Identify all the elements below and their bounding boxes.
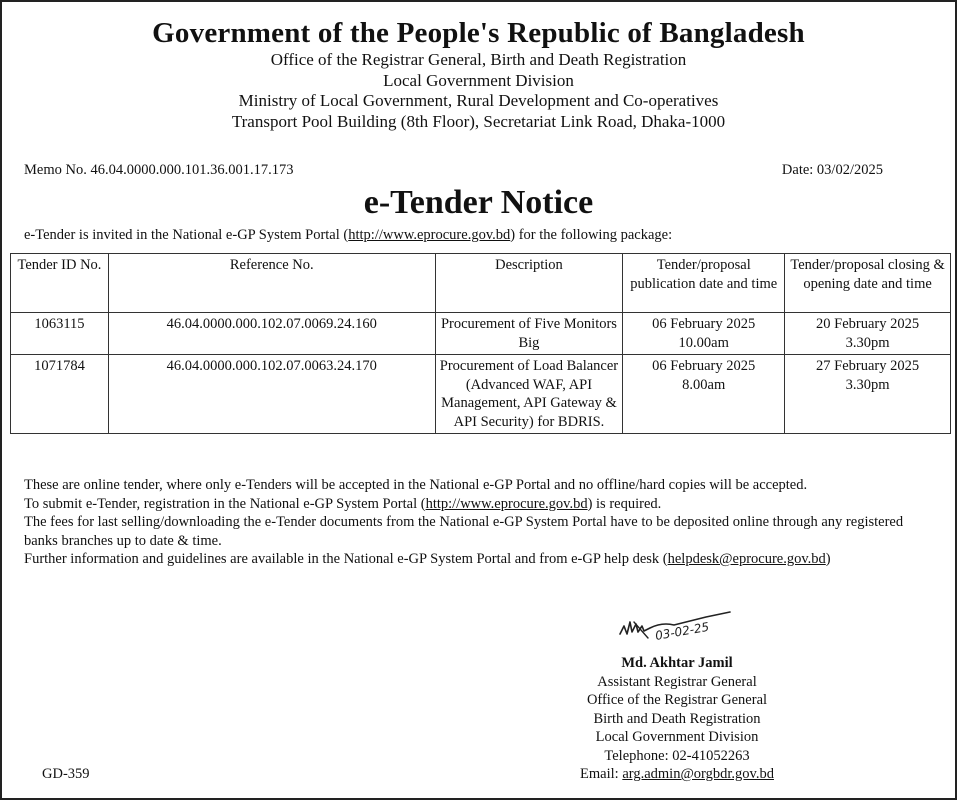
address-line: Transport Pool Building (8th Floor), Secretariat Link Road, Dhaka-1000 xyxy=(231,111,726,131)
header-reference: Reference No. xyxy=(108,254,435,313)
eprocure-link[interactable]: http://www.eprocure.gov.bd xyxy=(348,227,511,243)
closing-time: 3.30pm xyxy=(845,376,890,393)
note-fees: The fees for last selling/downloading the e-Tender documents from the National e-GP System Portal have to be deposited online through any registered banks branches up to date & time. xyxy=(24,514,904,549)
table-header-row xyxy=(11,254,951,313)
tender-table xyxy=(10,253,951,434)
publication-date: 06 February 2025 xyxy=(652,358,756,374)
note-helpdesk xyxy=(24,550,937,569)
description-cell: Procurement of Load Balancer (Advanced WAF, API Management, API Gateway & API Security) for BDRIS. xyxy=(435,355,623,434)
handwritten-signature xyxy=(614,604,744,646)
signer-email-label: Email: xyxy=(580,766,623,782)
header-description: Description xyxy=(435,254,623,313)
memo-row xyxy=(24,162,883,179)
closing-date: 27 February 2025 xyxy=(816,358,920,374)
signer-telephone: Telephone: 02-41052263 xyxy=(604,747,750,764)
closing-time: 3.30pm xyxy=(845,334,890,351)
signer-office: Office of the Registrar General xyxy=(586,692,768,708)
notice-title: e-Tender Notice xyxy=(363,184,594,221)
memo-date: Date: 03/02/2025 xyxy=(781,162,883,178)
publication-time: 10.00am xyxy=(678,334,729,351)
note-registration-end: ) is required. xyxy=(587,495,662,512)
closing-cell xyxy=(785,355,951,434)
closing-date: 20 February 2025 xyxy=(816,316,920,332)
signature-date: 03-02-25 xyxy=(654,619,711,643)
division-line: Local Government Division xyxy=(383,70,574,90)
tender-id-cell: 1063115 xyxy=(11,313,109,355)
note-registration-text: To submit e-Tender, registration in the National e-GP System Portal ( xyxy=(24,495,426,512)
document-header xyxy=(2,2,955,132)
invitation-text xyxy=(24,227,672,244)
note-online-tender: These are online tender, where only e-Tenders will be accepted in the National e-GP Portal and no offline/hard copies will be accepted. xyxy=(24,477,808,493)
signer-title: Assistant Registrar General xyxy=(597,673,757,690)
publication-cell xyxy=(623,355,785,434)
closing-cell xyxy=(785,313,951,355)
publication-cell xyxy=(623,313,785,355)
table-row xyxy=(11,355,951,434)
signer-email-row xyxy=(542,765,812,784)
reference-cell: 46.04.0000.000.102.07.0069.24.160 xyxy=(108,313,435,355)
eprocure-link[interactable]: http://www.eprocure.gov.bd xyxy=(425,495,588,512)
header-closing: Tender/proposal closing & opening date and time xyxy=(785,254,951,313)
note-helpdesk-end: ) xyxy=(825,551,831,567)
publication-date: 06 February 2025 xyxy=(652,316,756,332)
government-title: Government of the People's Republic of Bangladesh xyxy=(152,17,805,49)
notes-section xyxy=(24,476,937,569)
office-line: Office of the Registrar General, Birth and Death Registration xyxy=(270,50,687,69)
publication-time: 8.00am xyxy=(682,376,726,393)
note-registration xyxy=(24,495,937,514)
signer-name: Md. Akhtar Jamil xyxy=(621,655,733,671)
footer-code: GD-359 xyxy=(42,766,90,782)
helpdesk-email-link[interactable]: helpdesk@eprocure.gov.bd xyxy=(667,551,826,567)
tender-id-cell: 1071784 xyxy=(11,355,109,434)
signer-block xyxy=(542,654,812,784)
signer-email-link[interactable]: arg.admin@orgbdr.gov.bd xyxy=(622,766,774,782)
note-helpdesk-text: Further information and guidelines are available in the National e-GP System Portal and from e-GP help desk ( xyxy=(24,551,668,567)
header-publication: Tender/proposal publication date and time xyxy=(623,254,785,313)
signer-division: Local Government Division xyxy=(595,729,759,745)
table-row xyxy=(11,313,951,355)
invite-text-before: e-Tender is invited in the National e-GP System Portal ( xyxy=(24,227,349,243)
reference-cell: 46.04.0000.000.102.07.0063.24.170 xyxy=(108,355,435,434)
header-tender-id: Tender ID No. xyxy=(11,254,109,313)
description-cell: Procurement of Five Monitors Big xyxy=(435,313,623,355)
invite-text-after: ) for the following package: xyxy=(510,227,673,243)
memo-number: Memo No. 46.04.0000.000.101.36.001.17.173 xyxy=(24,162,294,178)
ministry-line: Ministry of Local Government, Rural Development and Co-operatives xyxy=(238,91,719,110)
signer-office-line2: Birth and Death Registration xyxy=(593,710,761,727)
